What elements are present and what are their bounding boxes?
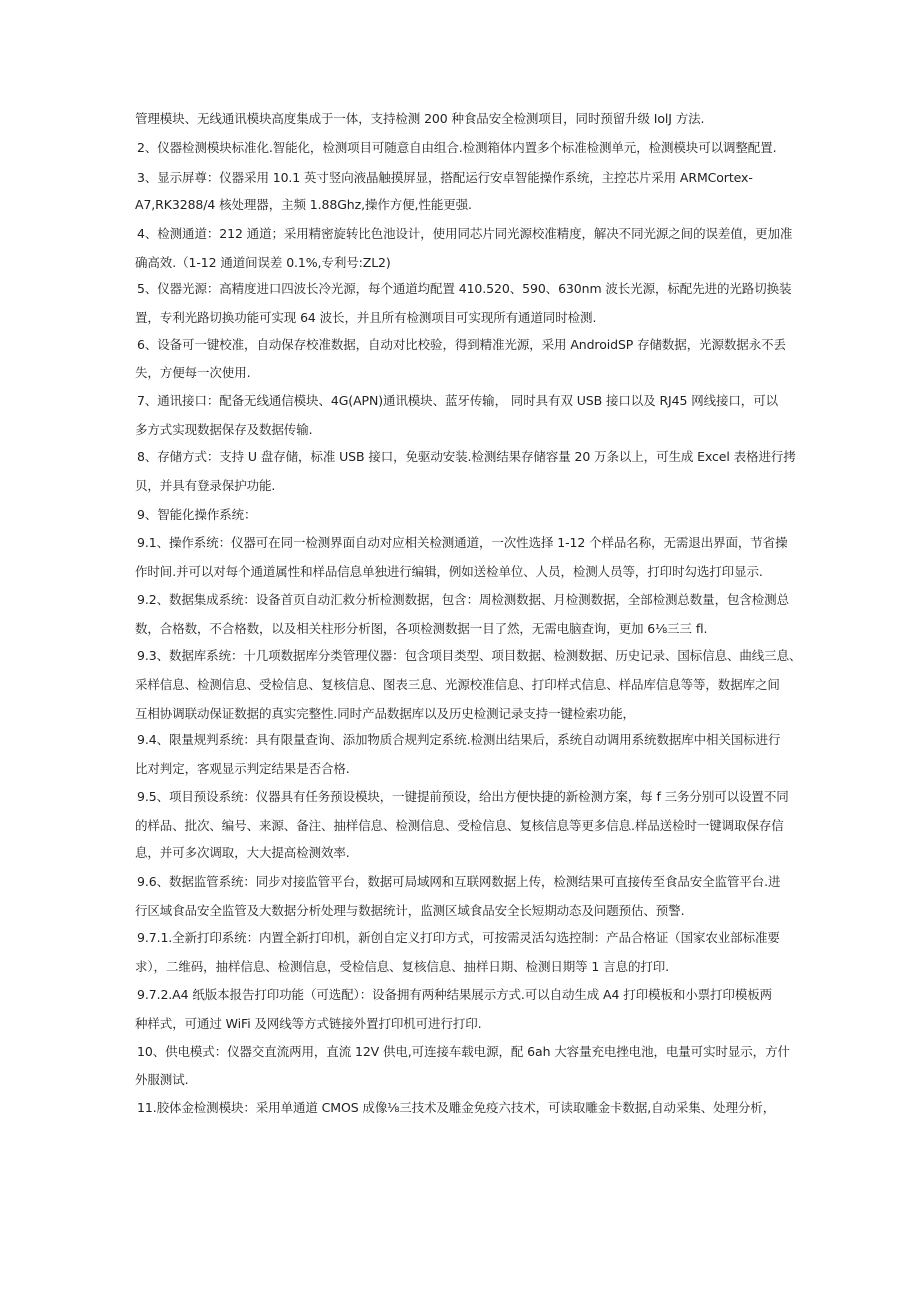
paragraph-line: 的样品、批次、编号、来源、备注、抽样信息、检测信息、受检信息、复核信息等更多信息.样品送检时一键调取保存信 (135, 818, 784, 833)
paragraph-line: 作时间.并可以对每个通道属性和样品信息单独进行编辑，例如送检单位、人员，检测人员等，打印时勾选打印显示. (135, 564, 763, 579)
paragraph-line: 9.6、数据监管系统：同步对接监管平台，数据可局域网和互联网数据上传，检测结果可直接传至食品安全监管平台.进 (137, 874, 781, 889)
paragraph-line: 9.5、项目预设系统：仪器具有任务预设模块，一键提前预设，给出方便快捷的新检测方案，每 f 三务分别可以设置不同 (137, 789, 789, 804)
paragraph-line: 求），二维码，抽样信息、检测信息，受检信息、复核信息、抽样日期、检测日期等 1 言息的打印. (135, 959, 670, 974)
paragraph-line: A7,RK3288/4 核处理器，主频 1.88Ghz,操作方便,性能更强. (135, 197, 472, 212)
paragraph-line: 外服测试. (135, 1072, 189, 1087)
paragraph-line: 9.7.2.A4 纸版本报告打印功能（可选配）：设备拥有两种结果展示方式.可以自动生成 A4 打印模板和小票打印模板两 (137, 987, 773, 1002)
paragraph-line: 9.3、数据库系统：十几项数据库分类管理仪器：包含项目类型、项目数据、检测数据、历史记录、国标信息、曲线三息、 (137, 648, 802, 663)
paragraph-line: 多方式实现数据保存及数据传输. (135, 422, 313, 437)
paragraph-line: 9.7.1.全新打印系统：内置全新打印机，新创自定义打印方式，可按需灵活勾选控制：产品合格证（国家农业部标准要 (137, 930, 780, 945)
paragraph-line: 6、设备可一键校准，自动保存校准数据，自动对比校验，得到精准光源，采用 AndroidSP 存储数据，光源数据永不丢 (137, 337, 786, 352)
paragraph-line: 采样信息、检测信息、受检信息、复核信息、图表三息、光源校准信息、打印样式信息、样品库信息等等，数据库之间 (135, 677, 780, 692)
paragraph-line: 9.2、数据集成系统：设备首页自动汇救分析检测数据，包含：周检测数据、月检测数据，全部检测总数量，包含检测总 (137, 592, 789, 607)
paragraph-line: 息，并可多次调取，大大提高检测效率. (135, 845, 350, 860)
paragraph-line: 置，专利光路切换功能可实现 64 波长，并且所有检测项目可实现所有通道同时检测. (135, 310, 597, 325)
paragraph-line: 行区域食品安全监管及大数据分析处理与数据统计，监测区域食品安全长短期动态及问题预估、预警. (135, 903, 685, 918)
paragraph-line: 9、智能化操作系统： (137, 507, 257, 522)
paragraph-line: 9.4、限量规判系统：具有限量查询、添加物质合规判定系统.检测出结果后，系统自动调用系统数据库中相关国标进行 (137, 732, 781, 747)
paragraph-line: 贝，并具有登录保护功能. (135, 478, 276, 493)
paragraph-line: 9.1、操作系统：仪器可在同一检测界面自动对应相关检测通道，一次性选择 1-12 个样品名称，无需退出界面，节省操 (137, 535, 788, 550)
paragraph-line: 2、仪器检测模块标准化.智能化，检测项目可随意自由组合.检测箱体内置多个标准检测单元，检测模块可以调整配置. (137, 140, 777, 155)
paragraph-line: 比对判定，客观显示判定结果是否合格. (135, 761, 350, 776)
paragraph-line: 5、仪器光源：高精度进口四波长冷光源，每个通道均配置 410.520、590、630nm 波长光源，标配先进的光路切换装 (137, 281, 792, 296)
paragraph-line: 数，合格数，不合格数，以及相关柱形分析图，各项检测数据一目了然，无需电脑查询，更加 6⅛三三 fl. (135, 621, 708, 636)
paragraph-line: 种样式，可通过 WiFi 及网线等方式链接外置打印机可进行打印. (135, 1016, 482, 1031)
paragraph-line: 7、通讯接口：配备无线通信模块、4G(APN)通讯模块、蓝牙传输， 同时具有双 USB 接口以及 RJ45 网线接口，可以 (137, 393, 778, 408)
paragraph-line: 确高效.（1-12 通道间误差 0.1%,专利号:ZL2) (135, 255, 391, 270)
paragraph-line: 3、显示屏尊：仪器采用 10.1 英寸竖向液晶触摸屏显，搭配运行安卓智能操作系统，主控芯片采用 ARMCortex- (137, 170, 753, 185)
paragraph-line: 失，方便每一次使用. (135, 365, 251, 380)
paragraph-line: 4、检测通道：212 通道；采用精密旋转比色池设计，使用同芯片同光源校准精度，解决不同光源之间的误差值，更加准 (137, 226, 793, 241)
paragraph-line: 互相协调联动保证数据的真实完整性.同时产品数据库以及历史检测记录支持一键检索功能， (135, 706, 635, 721)
paragraph-line: 10、供电模式：仪器交直流两用，直流 12V 供电,可连接车载电源，配 6ah 大容量充电挫电池，电量可实时显示，方什 (137, 1044, 790, 1059)
paragraph-line: 8、存储方式：支持 U 盘存储，标准 USB 接口，免驱动安装.检测结果存储容量 20 万条以上，可生成 Excel 表格进行拷 (137, 449, 796, 464)
paragraph-line: 管理模块、无线通讯模块高度集成于一体，支持检测 200 种食品安全检测项目，同时预留升级 IolJ 方法. (135, 111, 705, 126)
paragraph-line: 11.胶体金检测模块：采用单通道 CMOS 成像⅛三技术及雕金免疫六技术，可读取雕金卡数据,自动采集、处理分析， (137, 1100, 776, 1115)
